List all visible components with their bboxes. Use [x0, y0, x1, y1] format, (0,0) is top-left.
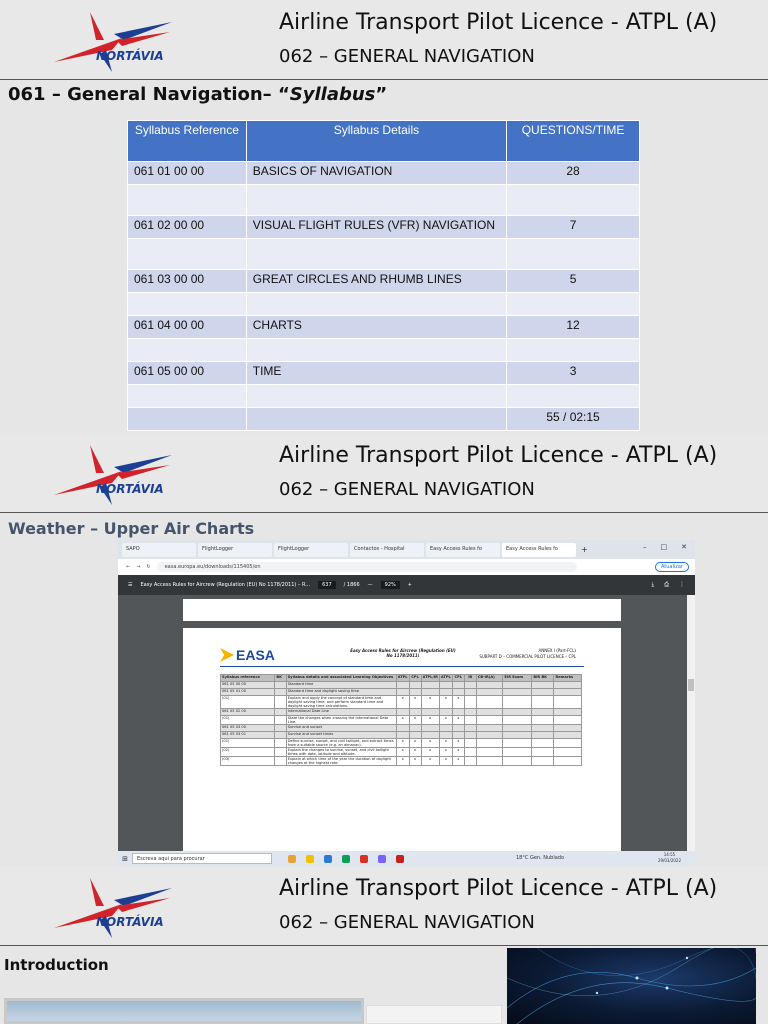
scrollbar-thumb[interactable]	[688, 679, 694, 691]
table-row	[128, 216, 640, 239]
update-button[interactable]: Atualizar	[655, 562, 689, 572]
weather-section-title: Weather – Upper Air Charts	[8, 519, 255, 538]
chrome-icon[interactable]	[288, 855, 296, 863]
nortavia-logo	[52, 10, 174, 74]
table-row	[128, 362, 640, 385]
aircraft-photo	[4, 998, 364, 1024]
zoom-level[interactable]: 92%	[381, 581, 400, 589]
forward-icon[interactable]: →	[136, 564, 141, 570]
nortavia-logo	[52, 443, 174, 507]
column-header: QUESTIONS/TIME	[507, 121, 640, 162]
slide-header	[0, 0, 768, 80]
syllabus-ref: 061 01 00 00	[128, 162, 247, 185]
page-total: / 1866	[343, 582, 360, 588]
syllabus-table	[127, 120, 640, 431]
syllabus-detail: GREAT CIRCLES AND RHUMB LINES	[246, 270, 506, 293]
svg-text:NORTÁVIA: NORTÁVIA	[96, 482, 164, 496]
app-icon[interactable]	[378, 855, 386, 863]
table-row: (02) Explain the changes to sunrise, sunset, and civil twilight times with date, latitude and altitude. x x x x x	[221, 748, 582, 757]
zoom-out-icon[interactable]: —	[367, 582, 373, 588]
table-row: (03) Explain at which time of the year the duration of daylight changes at the highest rate. x x x x x	[221, 757, 582, 766]
table-row	[128, 316, 640, 339]
table-row-spacer	[128, 339, 640, 362]
pdf-viewer	[118, 595, 695, 851]
outlook-icon[interactable]	[324, 855, 332, 863]
nortavia-logo	[52, 876, 174, 940]
syllabus-ref: 061 02 00 00	[128, 216, 247, 239]
slide-header	[0, 866, 768, 946]
syllabus-questions: 5	[507, 270, 640, 293]
slide-header	[0, 433, 768, 513]
pdf-title: Easy Access Rules for Aircrew (Regulation (EU) No 1178/2011) – R...	[140, 582, 311, 588]
table-row-spacer	[128, 293, 640, 316]
table-row: (01) State the changes when crossing the International Date Line. x x x x x	[221, 716, 582, 725]
acrobat-icon[interactable]	[360, 855, 368, 863]
syllabus-ref: 061 04 00 00	[128, 316, 247, 339]
syllabus-ref: 061 03 00 00	[128, 270, 247, 293]
address-bar	[118, 559, 695, 575]
header-title: Airline Transport Pilot Licence - ATPL (A)	[279, 443, 718, 468]
minimize-icon[interactable]: –	[643, 543, 647, 551]
reload-icon[interactable]: ↻	[146, 564, 151, 570]
easa-logo: EASA	[220, 647, 275, 663]
syllabus-questions: 28	[507, 162, 640, 185]
pdf-scrollbar[interactable]	[687, 595, 695, 851]
pdf-toolbar	[118, 575, 695, 595]
table-row: 061 05 01 00 Standard time and daylight saving time	[221, 689, 582, 696]
syllabus-detail: BASICS OF NAVIGATION	[246, 162, 506, 185]
svg-text:NORTÁVIA: NORTÁVIA	[96, 49, 164, 63]
file-explorer-icon[interactable]	[306, 855, 314, 863]
table-row: 061 05 00 00 Standard time	[221, 682, 582, 689]
table-header-row	[128, 121, 640, 162]
global-network-image	[507, 948, 756, 1024]
syllabus-title: 061 – General Navigation– “Syllabus”	[8, 84, 388, 105]
browser-tab-bar	[118, 540, 695, 559]
browser-tab[interactable]: FlightLogger	[274, 543, 348, 557]
syllabus-detail: CHARTS	[246, 316, 506, 339]
header-subtitle: 062 – GENERAL NAVIGATION	[279, 479, 535, 500]
edge-icon[interactable]	[342, 855, 350, 863]
back-icon[interactable]: ←	[126, 564, 131, 570]
table-header-row: Syllabus reference BK Syllabus details and associated Learning Objectives ATPL CPL ATPL/IR ATPL CPL IR CB-IR(A) EIR Exam BIR BK Remarks	[221, 675, 582, 682]
document-thumbnail	[366, 1005, 502, 1024]
easa-table-body	[221, 682, 582, 766]
table-total-row	[128, 408, 640, 431]
window-controls	[643, 543, 687, 551]
syllabus-total: 55 / 02:15	[507, 408, 640, 431]
windows-taskbar	[118, 851, 695, 866]
pdf-page	[183, 628, 621, 858]
browser-tab[interactable]: SAPO	[122, 543, 196, 557]
introduction-title: Introduction	[4, 956, 109, 974]
table-row: 061 05 03 01 Sunrise and sunset times	[221, 732, 582, 739]
more-icon[interactable]: ⋮	[679, 581, 685, 588]
table-row-spacer	[128, 385, 640, 408]
column-header: Syllabus Reference	[128, 121, 247, 162]
powerpoint-icon[interactable]	[396, 855, 404, 863]
browser-tab-active[interactable]: Easy Access Rules fo	[502, 543, 576, 557]
table-row: (01) Explain and apply the concept of standard time and daylight saving time, and perform standard time and daylight saving time calculations. x x x x x	[221, 696, 582, 709]
syllabus-ref: 061 05 00 00	[128, 362, 247, 385]
pdf-actions	[652, 581, 685, 589]
header-subtitle: 062 – GENERAL NAVIGATION	[279, 912, 535, 933]
table-row: 061 05 03 00 Sunrise and sunset	[221, 725, 582, 732]
table-row	[128, 270, 640, 293]
taskbar-apps	[288, 855, 404, 863]
browser-screenshot	[118, 540, 695, 866]
menu-icon[interactable]: ☰	[128, 582, 133, 588]
syllabus-questions: 7	[507, 216, 640, 239]
doc-heading: Easy Access Rules for Aircrew (Regulation (EU) No 1178/2011)	[350, 648, 456, 658]
table-row-spacer	[128, 185, 640, 216]
column-header: Syllabus Details	[246, 121, 506, 162]
taskbar-search[interactable]: Escreva aqui para procurar	[132, 853, 272, 864]
table-row: (01) Define sunrise, sunset, and civil twilight, and extract times from a suitable source (e.g. an almanac). x x x x x	[221, 739, 582, 748]
table-row: 061 05 02 00 International Date Line	[221, 709, 582, 716]
new-tab-icon[interactable]: +	[581, 545, 588, 554]
header-title: Airline Transport Pilot Licence - ATPL (A)	[279, 10, 718, 35]
header-subtitle: 062 – GENERAL NAVIGATION	[279, 46, 535, 67]
maximize-icon[interactable]: □	[660, 543, 668, 551]
header-title: Airline Transport Pilot Licence - ATPL (A)	[279, 876, 718, 901]
browser-tab[interactable]: FlightLogger	[198, 543, 272, 557]
syllabus-detail: TIME	[246, 362, 506, 385]
browser-tab[interactable]: Contactos - Hospital	[350, 543, 424, 557]
doc-divider	[220, 666, 584, 667]
doc-annex: ANNEX I (Part-FCL) SUBPART D – COMMERCIAL PILOT LICENCE – CPL	[479, 648, 576, 659]
easa-syllabus-table	[220, 674, 582, 766]
print-icon[interactable]: ⎙	[664, 581, 669, 588]
download-icon[interactable]: ⤓	[651, 581, 655, 588]
easa-mark-icon	[220, 648, 234, 662]
taskbar-clock[interactable]: 14:55 29/03/2022	[657, 852, 681, 863]
table-row-spacer	[128, 239, 640, 270]
syllabus-questions: 12	[507, 316, 640, 339]
zoom-in-icon[interactable]: +	[407, 582, 412, 588]
close-icon[interactable]: ✕	[681, 543, 687, 551]
pdf-page-previous	[183, 599, 621, 621]
url-field[interactable]: easa.europa.eu/downloads/115405/en	[157, 562, 577, 572]
taskbar-weather[interactable]: 18°C Gen. Nublado	[516, 855, 565, 861]
syllabus-questions: 3	[507, 362, 640, 385]
syllabus-detail: VISUAL FLIGHT RULES (VFR) NAVIGATION	[246, 216, 506, 239]
windows-start-icon[interactable]: ⊞	[122, 854, 128, 863]
browser-tab[interactable]: Easy Access Rules fo	[426, 543, 500, 557]
table-row	[128, 162, 640, 185]
page-number-input[interactable]: 637	[318, 581, 336, 589]
svg-text:NORTÁVIA: NORTÁVIA	[96, 915, 164, 929]
